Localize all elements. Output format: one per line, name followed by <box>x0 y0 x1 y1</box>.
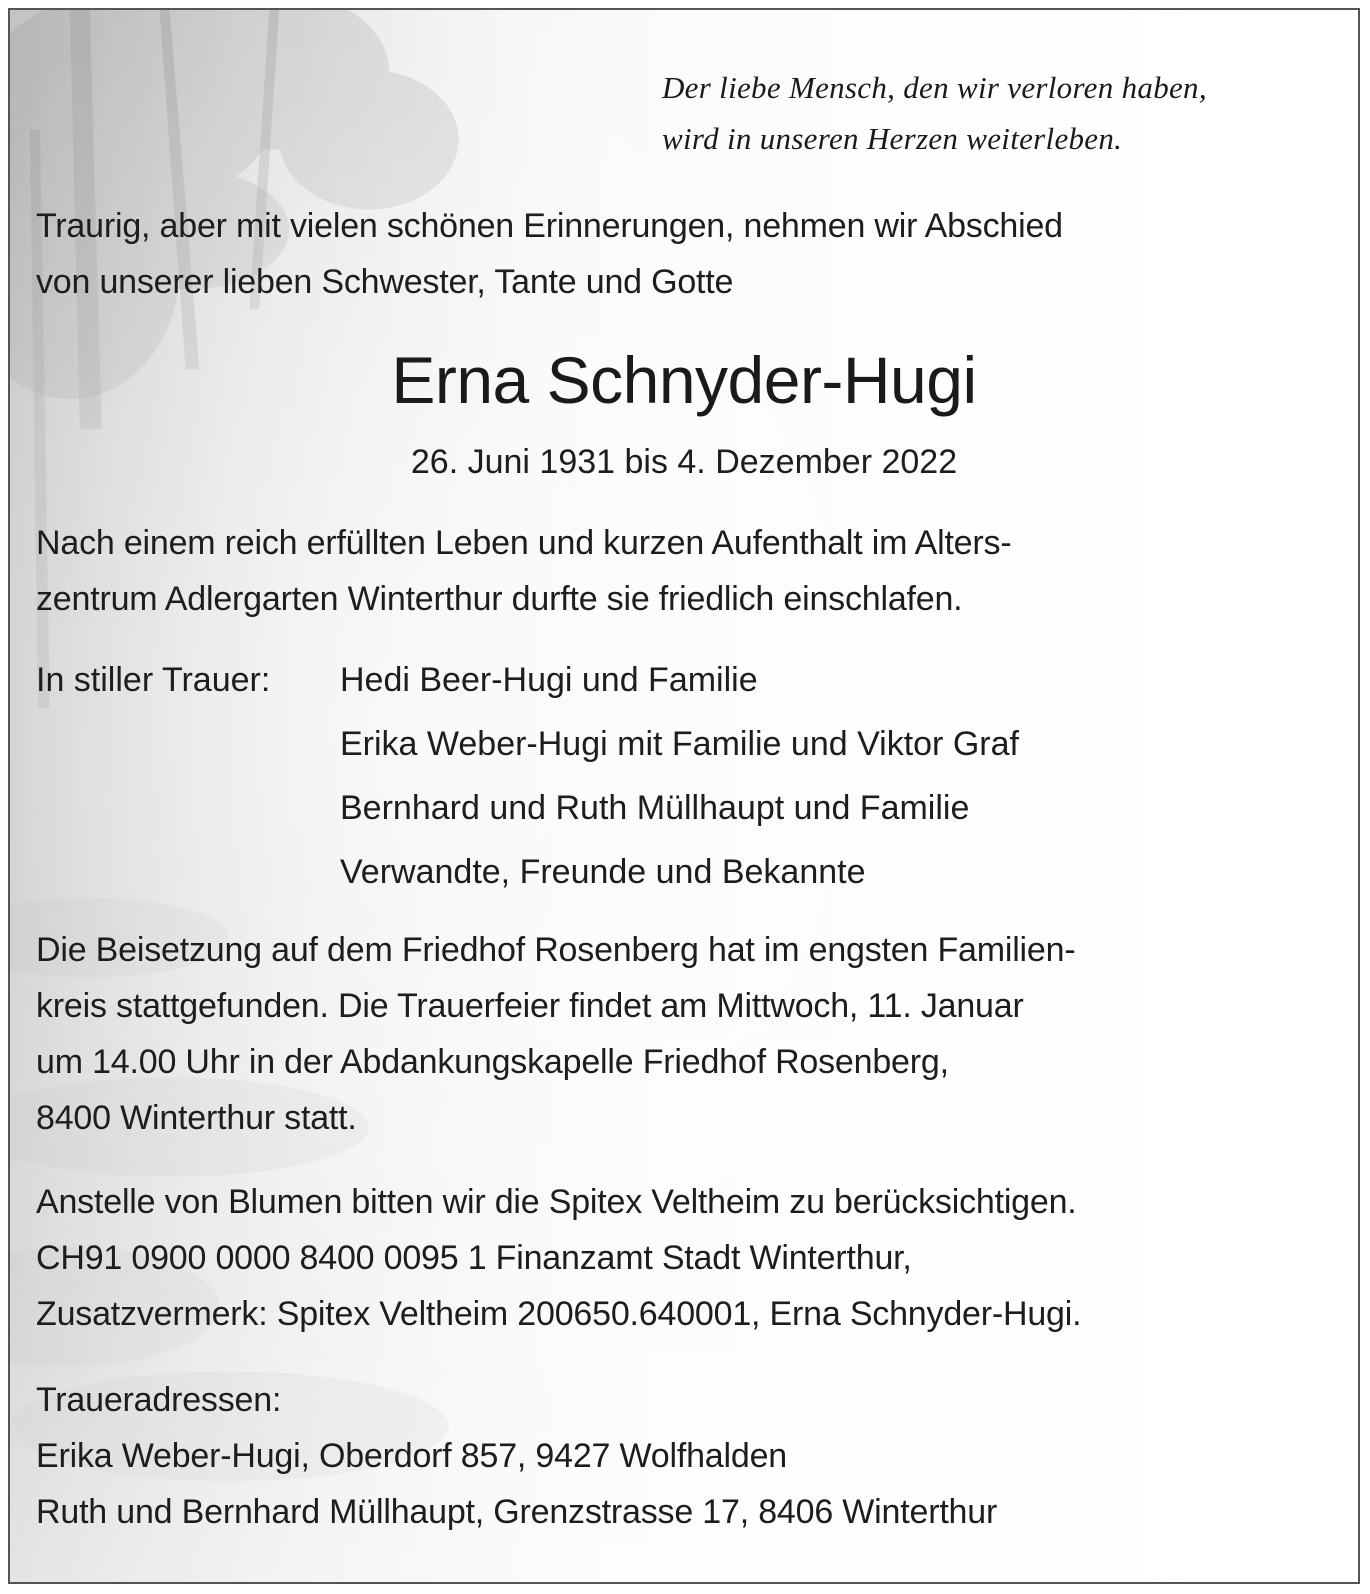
intro-paragraph <box>36 198 1063 310</box>
burial-line: kreis stattgefunden. Die Trauerfeier findet am Mittwoch, 11. Januar <box>36 987 1024 1025</box>
intro-line: Traurig, aber mit vielen schönen Erinnerungen, nehmen wir Abschied <box>36 207 1063 245</box>
obituary-content <box>10 10 1358 1582</box>
addresses-heading: Traueradressen: <box>36 1381 282 1419</box>
mourner-entry: Bernhard und Ruth Müllhaupt und Familie <box>340 789 970 827</box>
motto-line: Der liebe Mensch, den wir verloren haben, <box>662 70 1207 105</box>
burial-line: um 14.00 Uhr in der Abdankungskapelle Friedhof Rosenberg, <box>36 1043 949 1081</box>
life-line: zentrum Adlergarten Winterthur durfte sie friedlich einschlafen. <box>36 580 963 618</box>
life-dates: 26. Juni 1931 bis 4. Dezember 2022 <box>410 443 958 481</box>
donation-line: CH91 0900 0000 8400 0095 1 Finanzamt Stadt Winterthur, <box>36 1239 912 1277</box>
obituary-frame <box>8 8 1360 1584</box>
burial-line: 8400 Winterthur statt. <box>36 1099 357 1137</box>
donation-line: Zusatzvermerk: Spitex Veltheim 200650.640001, Erna Schnyder-Hugi. <box>36 1295 1082 1333</box>
life-line: Nach einem reich erfüllten Leben und kurzen Aufenthalt im Alters- <box>36 524 1012 562</box>
life-paragraph <box>36 515 1011 627</box>
mourner-entry: Erika Weber-Hugi mit Familie und Viktor Graf <box>340 725 1019 763</box>
mourners-list <box>340 648 1019 904</box>
donation-paragraph <box>36 1174 1081 1342</box>
address-entry: Ruth und Bernhard Müllhaupt, Grenzstrasse 17, 8406 Winterthur <box>36 1493 998 1531</box>
deceased-name: Erna Schnyder-Hugi <box>391 343 977 417</box>
burial-paragraph <box>36 922 1075 1146</box>
mourners-label: In stiller Trauer: <box>36 661 271 699</box>
mourner-entry: Verwandte, Freunde und Bekannte <box>340 853 866 891</box>
donation-line: Anstelle von Blumen bitten wir die Spitex Veltheim zu berücksichtigen. <box>36 1183 1077 1221</box>
addresses-paragraph <box>36 1372 997 1540</box>
mourner-entry: Hedi Beer-Hugi und Familie <box>340 661 758 699</box>
address-entry: Erika Weber-Hugi, Oberdorf 857, 9427 Wolfhalden <box>36 1437 787 1475</box>
motto-line: wird in unseren Herzen weiterleben. <box>662 121 1123 156</box>
intro-line: von unserer lieben Schwester, Tante und Gotte <box>36 263 734 301</box>
motto-quote <box>662 62 1207 164</box>
burial-line: Die Beisetzung auf dem Friedhof Rosenberg hat im engsten Familien- <box>36 931 1076 969</box>
